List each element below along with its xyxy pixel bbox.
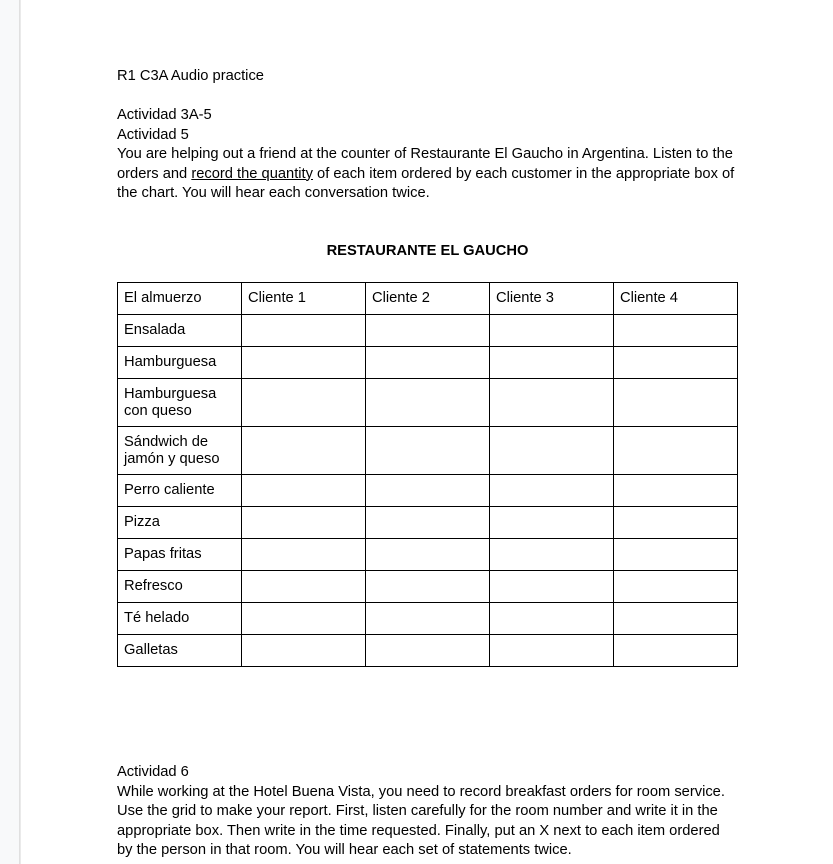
quantity-cell[interactable] [614, 507, 738, 539]
quantity-cell[interactable] [614, 379, 738, 427]
item-cell: Refresco [118, 571, 242, 603]
table-title: RESTAURANTE EL GAUCHO [326, 243, 529, 259]
item-cell: Sándwich de jamón y queso [118, 427, 242, 475]
quantity-cell[interactable] [366, 571, 490, 603]
quantity-cell[interactable] [366, 635, 490, 667]
header-cell: Cliente 2 [366, 283, 490, 315]
header-cell: Cliente 4 [614, 283, 738, 315]
activity5-instructions-part1: You are helping out a friend at the counter of Restaurante El Gaucho in Argentina. Listen to the orders and [117, 146, 733, 182]
quantity-cell[interactable] [242, 315, 366, 347]
quantity-cell[interactable] [242, 571, 366, 603]
quantity-cell[interactable] [366, 475, 490, 507]
activity5-instructions-part2: of each item ordered by each customer in the appropriate box of the chart. You will hear each conversation twice. [117, 165, 735, 201]
table-header-row [118, 283, 738, 315]
section-heading: Actividad 3A-5 [117, 107, 212, 123]
table-row [118, 603, 738, 635]
quantity-cell[interactable] [614, 635, 738, 667]
activity6-heading: Actividad 6 [117, 764, 189, 780]
quantity-cell[interactable] [614, 571, 738, 603]
activity5-instructions [117, 145, 742, 204]
document-title: R1 C3A Audio practice [117, 68, 264, 84]
quantity-cell[interactable] [490, 427, 614, 475]
quantity-cell[interactable] [614, 427, 738, 475]
quantity-cell[interactable] [490, 539, 614, 571]
quantity-cell[interactable] [614, 347, 738, 379]
quantity-cell[interactable] [242, 427, 366, 475]
header-cell: El almuerzo [118, 283, 242, 315]
item-cell: Ensalada [118, 315, 242, 347]
item-cell: Hamburguesa [118, 347, 242, 379]
item-cell: Papas fritas [118, 539, 242, 571]
table-row [118, 379, 738, 427]
quantity-cell[interactable] [366, 603, 490, 635]
quantity-cell[interactable] [490, 315, 614, 347]
quantity-cell[interactable] [242, 379, 366, 427]
table-row [118, 635, 738, 667]
quantity-cell[interactable] [242, 475, 366, 507]
quantity-cell[interactable] [242, 507, 366, 539]
quantity-cell[interactable] [490, 635, 614, 667]
quantity-cell[interactable] [242, 603, 366, 635]
quantity-cell[interactable] [366, 347, 490, 379]
quantity-cell[interactable] [614, 475, 738, 507]
quantity-cell[interactable] [366, 539, 490, 571]
activity5-instructions-underlined: record the quantity [191, 165, 313, 182]
table-row [118, 507, 738, 539]
quantity-cell[interactable] [490, 475, 614, 507]
quantity-cell[interactable] [242, 539, 366, 571]
quantity-cell[interactable] [366, 315, 490, 347]
table-row [118, 539, 738, 571]
item-cell: Pizza [118, 507, 242, 539]
item-cell: Perro caliente [118, 475, 242, 507]
table-row [118, 347, 738, 379]
table-row [118, 315, 738, 347]
quantity-cell[interactable] [614, 315, 738, 347]
quantity-cell[interactable] [242, 347, 366, 379]
quantity-cell[interactable] [614, 539, 738, 571]
item-cell: Té helado [118, 603, 242, 635]
quantity-cell[interactable] [490, 507, 614, 539]
quantity-cell[interactable] [366, 427, 490, 475]
table-row [118, 427, 738, 475]
quantity-cell[interactable] [366, 507, 490, 539]
left-gutter [0, 0, 19, 864]
activity6-instructions: While working at the Hotel Buena Vista, you need to record breakfast orders for room service. Use the grid to make your report. First, listen carefully for the room number and write it in the appropriate box. Then write in the time requested. Finally, put an X next to each item ordered by the person in that room. You will hear each set of statements twice. [117, 783, 725, 858]
item-cell: Hamburguesa con queso [118, 379, 242, 427]
header-cell: Cliente 3 [490, 283, 614, 315]
header-cell: Cliente 1 [242, 283, 366, 315]
quantity-cell[interactable] [490, 379, 614, 427]
quantity-cell[interactable] [614, 603, 738, 635]
quantity-cell[interactable] [490, 603, 614, 635]
order-table [117, 282, 738, 667]
item-cell: Galletas [118, 635, 242, 667]
quantity-cell[interactable] [242, 635, 366, 667]
activity5-heading: Actividad 5 [117, 126, 189, 143]
quantity-cell[interactable] [366, 379, 490, 427]
table-row [118, 475, 738, 507]
table-row [118, 571, 738, 603]
quantity-cell[interactable] [490, 347, 614, 379]
quantity-cell[interactable] [490, 571, 614, 603]
